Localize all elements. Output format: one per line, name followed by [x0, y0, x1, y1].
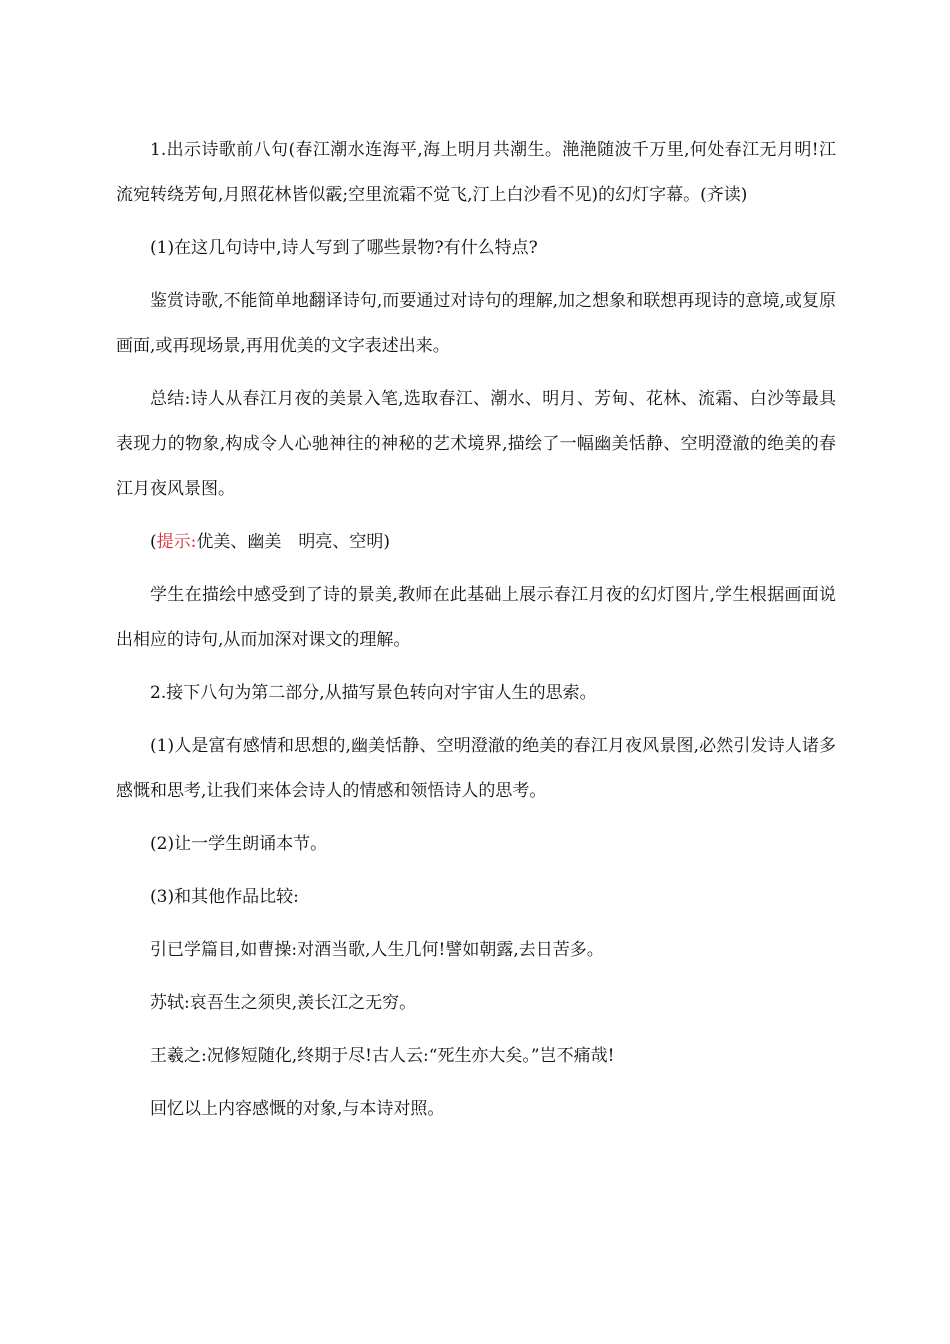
- paragraph-step-2: 2.接下八句为第二部分,从描写景色转向对宇宙人生的思索。: [150, 683, 597, 703]
- paragraph-recall: 回忆以上内容感慨的对象,与本诗对照。: [150, 1099, 445, 1119]
- paragraph-quote-wang-xizhi: 王羲之:况修短随化,终期于尽!古人云:“死生亦大矣。”岂不痛哉!: [150, 1046, 615, 1066]
- paragraph-quote-su-shi: 苏轼:哀吾生之须臾,羡长江之无穷。: [150, 993, 417, 1013]
- paragraph-hint: [116, 520, 836, 565]
- hint-label: 提示:: [156, 532, 197, 552]
- paragraph-question-2-2: (2)让一学生朗诵本节。: [150, 834, 328, 854]
- paragraph-question-2-3: (3)和其他作品比较:: [150, 887, 299, 907]
- paragraph-question-1: (1)在这几句诗中,诗人写到了哪些景物?有什么特点?: [150, 238, 538, 258]
- paragraph-quote-cao-cao: 引已学篇目,如曹操:对酒当歌,人生几何!譬如朝露,去日苦多。: [150, 940, 604, 960]
- hint-text: 优美、幽美 明亮、空明): [196, 532, 391, 552]
- document-page: [116, 128, 836, 1140]
- paragraph-appreciation: 鉴赏诗歌,不能简单地翻译诗句,而要通过对诗句的理解,加之想象和联想再现诗的意境,或复原画面,或再现场景,再用优美的文字表述出来。: [116, 291, 836, 356]
- paragraph-summary: 总结:诗人从春江月夜的美景入笔,选取春江、潮水、明月、芳甸、花林、流霜、白沙等最具表现力的物象,构成令人心驰神往的神秘的艺术境界,描绘了一幅幽美恬静、空明澄澈的绝美的春江月夜风景图。: [116, 389, 836, 499]
- hint-open-paren: (: [150, 532, 157, 552]
- paragraph-step-1: 1.出示诗歌前八句(春江潮水连海平,海上明月共潮生。滟滟随波千万里,何处春江无月明!江流宛转绕芳甸,月照花林皆似霰;空里流霜不觉飞,汀上白沙看不见)的幻灯字幕。(齐读): [116, 140, 836, 205]
- paragraph-student-activity: 学生在描绘中感受到了诗的景美,教师在此基础上展示春江月夜的幻灯图片,学生根据画面说出相应的诗句,从而加深对课文的理解。: [116, 585, 836, 650]
- paragraph-question-2-1: (1)人是富有感情和思想的,幽美恬静、空明澄澈的绝美的春江月夜风景图,必然引发诗人诸多感慨和思考,让我们来体会诗人的情感和领悟诗人的思考。: [116, 736, 836, 801]
